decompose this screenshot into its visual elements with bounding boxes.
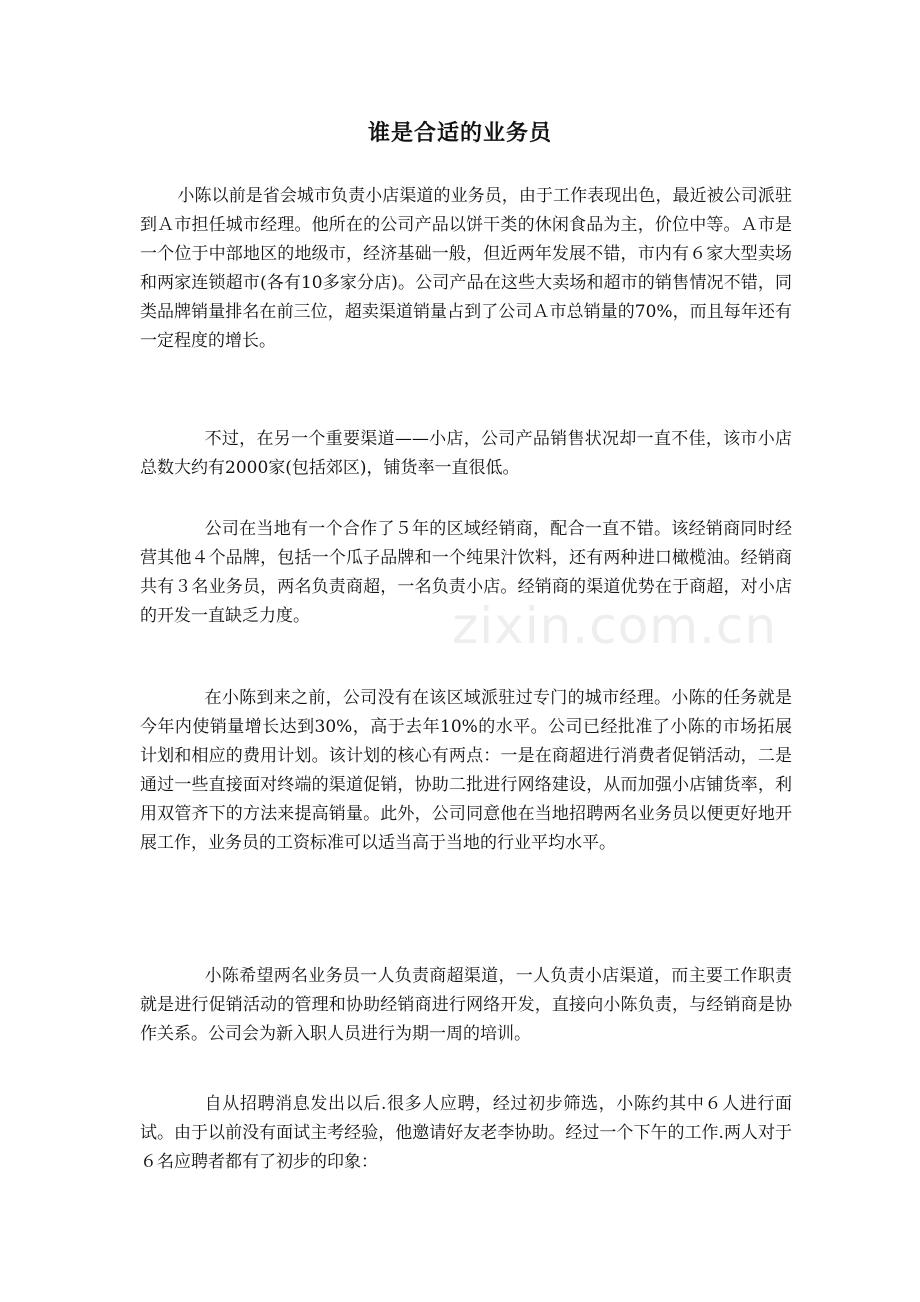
document-title: 谁是合适的业务员: [367, 121, 552, 146]
paragraph-4: 在小陈到来之前，公司没有在该区域派驻过专门的城市经理。小陈的任务就是今年内使销量增长达到30%，高于去年10%的水平。公司已经批准了小陈的市场拓展计划和相应的费用计划。该计划的核心有两点：一是在商超进行消费者促销活动，二是通过一些直接面对终端的渠道促销，协助二批进行网络建设，从而加强小店铺货率，利用双管齐下的方法来提高销量。此外，公司同意他在当地招聘两名业务员以便更好地开展工作，业务员的工资标准可以适当高于当地的行业平均水平。: [140, 688, 792, 853]
paragraph-2: 不过，在另一个重要渠道——小店，公司产品销售状况却一直不佳，该市小店总数大约有2000家(包括郊区)，铺货率一直很低。: [140, 429, 792, 478]
paragraph-1: 小陈以前是省会城市负责小店渠道的业务员，由于工作表现出色，最近被公司派驻到Ａ市担任城市经理。他所在的公司产品以饼干类的休闲食品为主，价位中等。Ａ市是一个位于中部地区的地级市，经济基础一般，但近两年发展不错，市内有６家大型卖场和两家连锁超市(各有10多家分店)。公司产品在这些大卖场和超市的销售情况不错，同类品牌销量排名在前三位，超卖渠道销量占到了公司Ａ市总销量的70%，而且每年还有一定程度的增长。: [140, 186, 792, 351]
paragraph-3: 公司在当地有一个合作了５年的区域经销商，配合一直不错。该经销商同时经营其他４个品牌，包括一个瓜子品牌和一个纯果汁饮料，还有两种进口橄榄油。经销商共有３名业务员，两名负责商超，一名负责小店。经销商的渠道优势在于商超，对小店的开发一直缺乏力度。: [140, 519, 792, 626]
watermark: zixin.com.cn: [452, 597, 778, 655]
paragraph-6: 自从招聘消息发出以后.很多人应聘，经过初步筛选，小陈约其中６人进行面试。由于以前没有面试主考经验，他邀请好友老李协助。经过一个下午的工作.两人对于６名应聘者都有了初步的印象：: [140, 1094, 792, 1172]
paragraph-5: 小陈希望两名业务员一人负责商超渠道，一人负责小店渠道，而主要工作职责就是进行促销活动的管理和协助经销商进行网络开发，直接向小陈负责，与经销商是协作关系。公司会为新入职人员进行为期一周的培训。: [140, 966, 792, 1044]
